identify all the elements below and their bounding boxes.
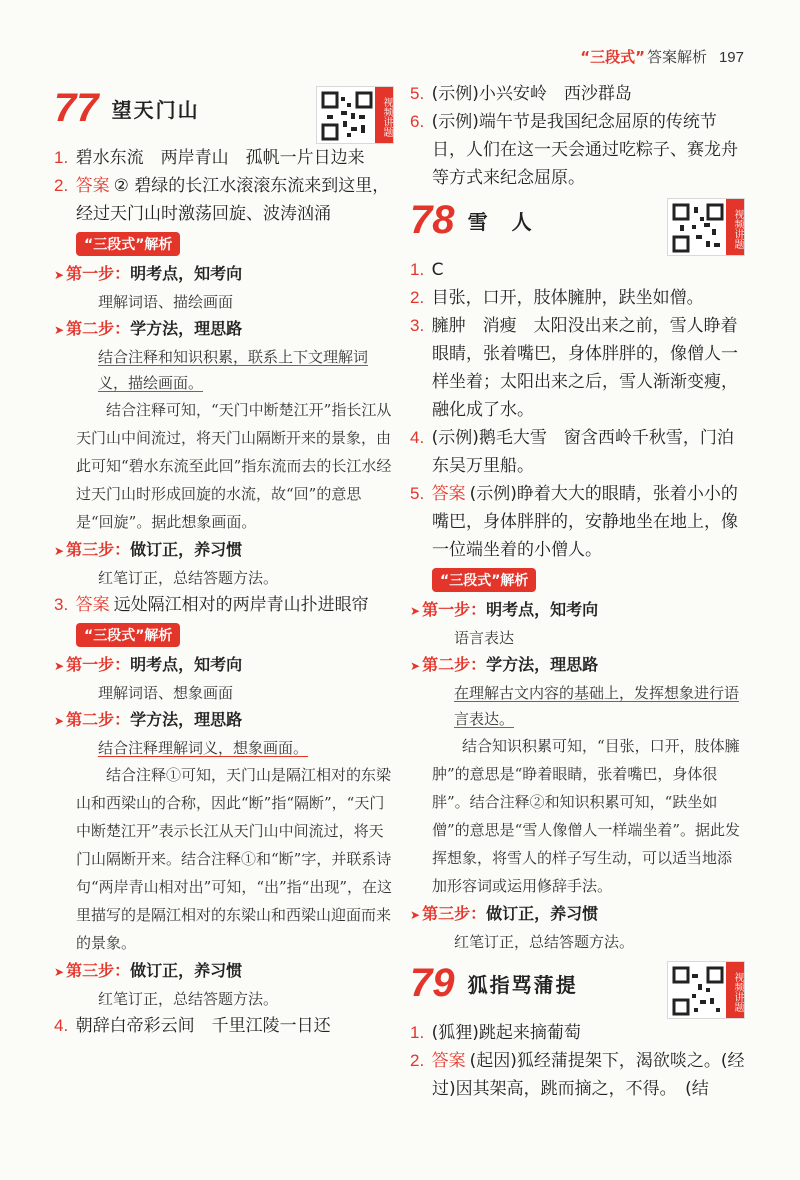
section-name: 望天门山 <box>111 98 200 122</box>
section-number: 79 <box>410 961 455 1005</box>
analysis-paragraph: 结合注释①可知，天门山是隔江相对的东梁山和西梁山的合称，因此“断”指“隔断”，“天门中断楚江开”表示长江从天门山中间流过，将天门山隔断开来。结合注释①和“断”字，并联系诗句“两岸青山相对出”可知，“出”指“出现”，在这里描写的是隔江相对的东梁山和西梁山迎面而来的景象。 <box>76 766 393 952</box>
analysis-badge: “三段式”解析 <box>76 232 180 256</box>
step-2: ➤ 第二步：学方法，理思路 <box>54 710 243 729</box>
answer-item: 6. (示例)端午节是我国纪念屈原的传统节日，人们在这一天会通过吃粽子、赛龙舟等方式来纪念屈原。 <box>410 112 738 188</box>
step-3-detail: 红笔订正，总结答题方法。 <box>98 990 279 1008</box>
page-header <box>424 46 744 76</box>
qr-code-video[interactable] <box>667 198 745 256</box>
step-3: ➤ 第三步：做订正，养习惯 <box>54 961 243 980</box>
step-1: ➤ 第一步：明考点，知考向 <box>54 264 243 283</box>
section-name: 狐指骂蒲提 <box>467 973 578 997</box>
step-1-detail: 理解词语、描绘画面 <box>98 293 234 311</box>
section-number: 78 <box>410 198 455 242</box>
qr-video-tag: 视频讲题 <box>726 962 744 1018</box>
step-3-detail: 红笔订正，总结答题方法。 <box>98 569 279 587</box>
analysis-paragraph: 结合知识积累可知，“目张，口开，肢体臃肿”的意思是“睁着眼睛，张着嘴巴，身体很胖”。结合注释②和知识积累可知，“趺坐如僧”的意思是“雪人像僧人一样端坐着”。据此发挥想象，将雪人的样子写生动，可以适当地添加形容词或运用修辞手法。 <box>432 737 741 895</box>
qr-video-tag: 视频讲题 <box>375 87 393 143</box>
step-3-detail: 红笔订正，总结答题方法。 <box>454 933 635 951</box>
answer-item: 2. 目张，口开，肢体臃肿，趺坐如僧。 <box>410 288 704 308</box>
header-title: 答案解析 <box>646 48 707 66</box>
answer-item: 3. 臃肿 消瘦 太阳没出来之前，雪人睁着眼睛，张着嘴巴，身体胖胖的，像僧人一样坐着；太阳出来之后，雪人渐渐变瘦，融化成了水。 <box>410 316 738 420</box>
page-number: 197 <box>718 49 744 66</box>
answer-item: 1. (狐狸)跳起来摘葡萄 <box>410 1023 581 1043</box>
qr-code-video[interactable] <box>667 961 745 1019</box>
step-1: ➤ 第一步：明考点，知考向 <box>410 600 599 619</box>
step-1-detail: 理解词语、想象画面 <box>98 684 234 702</box>
step-2-detail: 在理解古文内容的基础上，发挥想象进行语言表达。 <box>454 684 740 728</box>
step-1-detail: 语言表达 <box>454 629 515 647</box>
qr-code-icon <box>672 966 724 1016</box>
step-1: ➤ 第一步：明考点，知考向 <box>54 655 243 674</box>
qr-video-tag: 视频讲题 <box>726 199 744 255</box>
answer-item: 5. 答案 (示例)睁着大大的眼睛，张着小小的嘴巴，身体胖胖的，安静地坐在地上，像一位端坐着的小僧人。 <box>410 484 738 560</box>
step-3: ➤ 第三步：做订正，养习惯 <box>410 904 599 923</box>
header-brand: “三段式” <box>580 48 645 66</box>
right-column <box>410 80 745 1103</box>
answer-item: 4. 朝辞白帝彩云间 千里江陵一日还 <box>54 1016 331 1036</box>
section-name: 雪 人 <box>467 210 534 234</box>
section-78-title <box>410 198 745 256</box>
answer-item: 1. C <box>410 260 444 280</box>
qr-code-video[interactable] <box>316 86 394 144</box>
answer-item: 2. 答案 ② 碧绿的长江水滚滚东流来到这里，经过天门山时激荡回旋、波涛汹涌 <box>54 176 390 224</box>
qr-code-icon <box>321 91 373 141</box>
step-3: ➤ 第三步：做订正，养习惯 <box>54 540 243 559</box>
left-column <box>54 80 394 1040</box>
qr-code-icon <box>672 203 724 253</box>
section-77-title <box>54 86 394 144</box>
answer-item: 4. (示例)鹅毛大雪 窗含西岭千秋雪，门泊东吴万里船。 <box>410 428 734 476</box>
step-2-detail: 结合注释和知识积累，联系上下文理解词义，描绘画面。 <box>98 348 369 392</box>
step-2: ➤ 第二步：学方法，理思路 <box>410 655 599 674</box>
section-number: 77 <box>54 86 99 130</box>
answer-item: 2. 答案 (起因)狐经蒲提架下，渴欲啖之。(经过)因其架高，跳而摘之，不得。 (结 <box>410 1051 745 1099</box>
analysis-badge: “三段式”解析 <box>432 568 536 592</box>
analysis-paragraph: 结合注释可知，“天门中断楚江开”指长江从天门山中间流过，将天门山隔断开来的景象，由此可知“碧水东流至此回”指东流而去的长江水经过天门山时形成回旋的水流，故“回”的意思是“回旋”。据此想象画面。 <box>76 401 392 531</box>
answer-item: 3. 答案 远处隔江相对的两岸青山扑进眼帘 <box>54 595 369 615</box>
step-2: ➤ 第二步：学方法，理思路 <box>54 319 243 338</box>
step-2-detail: 结合注释理解词义，想象画面。 <box>98 739 309 757</box>
answer-item: 1. 碧水东流 两岸青山 孤帆一片日边来 <box>54 148 365 168</box>
answer-item: 5. (示例)小兴安岭 西沙群岛 <box>410 84 632 104</box>
section-79-title <box>410 961 745 1019</box>
analysis-badge: “三段式”解析 <box>76 623 180 647</box>
